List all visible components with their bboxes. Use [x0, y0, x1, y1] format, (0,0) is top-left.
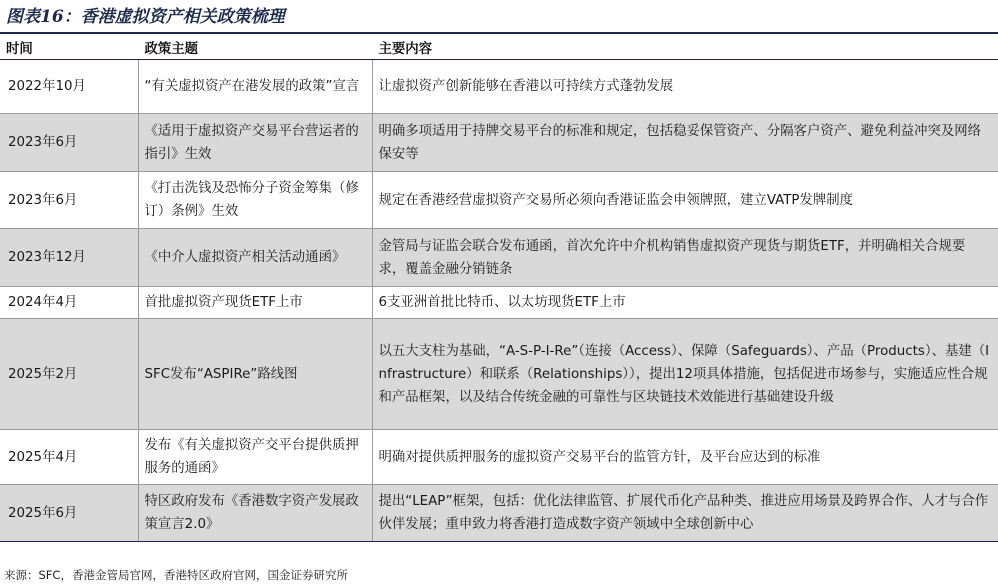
source-note: 来源：SFC，香港金管局官网，香港特区政府官网，国金证券研究所: [4, 568, 348, 582]
row-topic: 特区政府发布《香港数字资产发展政策宣言2.0》: [138, 485, 372, 542]
table-row: [0, 229, 998, 287]
row-content: 规定在香港经营虚拟资产交易所必须向香港证监会申领牌照，建立VATP发牌制度: [372, 172, 998, 229]
header-date: 时间: [0, 35, 138, 60]
row-content: 6支亚洲首批比特币、以太坊现货ETF上市: [372, 287, 998, 319]
row-date: 2023年12月: [0, 229, 138, 287]
table-row: [0, 485, 998, 542]
table-row: [0, 287, 998, 319]
row-topic: 《适用于虚拟资产交易平台营运者的指引》生效: [138, 114, 372, 172]
header-row: [0, 35, 998, 60]
row-date: 2025年2月: [0, 319, 138, 430]
row-date: 2025年4月: [0, 430, 138, 485]
row-topic: “有关虚拟资产在港发展的政策”宣言: [138, 60, 372, 114]
row-content: 明确多项适用于持牌交易平台的标准和规定，包括稳妥保管资产、分隔客户资产、避免利益冲突及网络保安等: [372, 114, 998, 172]
row-content: 以五大支柱为基础，“A-S-P-I-Re”（连接（Access）、保障（Safeguards）、产品（Products）、基建（Infrastructure）和联系（Relationships）），提出12项具体措施，包括促进市场参与，实施适应性合规和产品框架，以及结合传统金融的可靠性与区块链技术效能进行基础建设升级: [372, 319, 998, 430]
row-topic: 《打击洗钱及恐怖分子资金筹集（修订）条例》生效: [138, 172, 372, 229]
table-row: [0, 114, 998, 172]
row-date: 2023年6月: [0, 114, 138, 172]
caption-divider: [0, 32, 998, 34]
row-topic: 首批虚拟资产现货ETF上市: [138, 287, 372, 319]
row-date: 2023年6月: [0, 172, 138, 229]
row-topic: 《中介人虚拟资产相关活动通函》: [138, 229, 372, 287]
table-row: [0, 172, 998, 229]
header-content: 主要内容: [372, 35, 998, 60]
header-topic: 政策主题: [138, 35, 372, 60]
table-row: [0, 60, 998, 114]
row-topic: SFC发布“ASPIRe”路线图: [138, 319, 372, 430]
row-content: 提出“LEAP”框架，包括：优化法律监管、扩展代币化产品种类、推进应用场景及跨界合作、人才与合作伙伴发展；重申致力将香港打造成数字资产领域中全球创新中心: [372, 485, 998, 542]
row-content: 让虚拟资产创新能够在香港以可持续方式蓬勃发展: [372, 60, 998, 114]
row-date: 2024年4月: [0, 287, 138, 319]
row-content: 明确对提供质押服务的虚拟资产交易平台的监管方针，及平台应达到的标准: [372, 430, 998, 485]
row-content: 金管局与证监会联合发布通函，首次允许中介机构销售虚拟资产现货与期货ETF，并明确相关合规要求，覆盖金融分销链条: [372, 229, 998, 287]
table-header: [0, 35, 998, 60]
table-body: [0, 60, 998, 542]
policy-table: [0, 35, 998, 542]
table-row: [0, 319, 998, 430]
row-date: 2025年6月: [0, 485, 138, 542]
table-row: [0, 430, 998, 485]
row-date: 2022年10月: [0, 60, 138, 114]
row-topic: 发布《有关虚拟资产交平台提供质押服务的通函》: [138, 430, 372, 485]
figure-caption: 图表16：香港虚拟资产相关政策梳理: [6, 7, 285, 27]
